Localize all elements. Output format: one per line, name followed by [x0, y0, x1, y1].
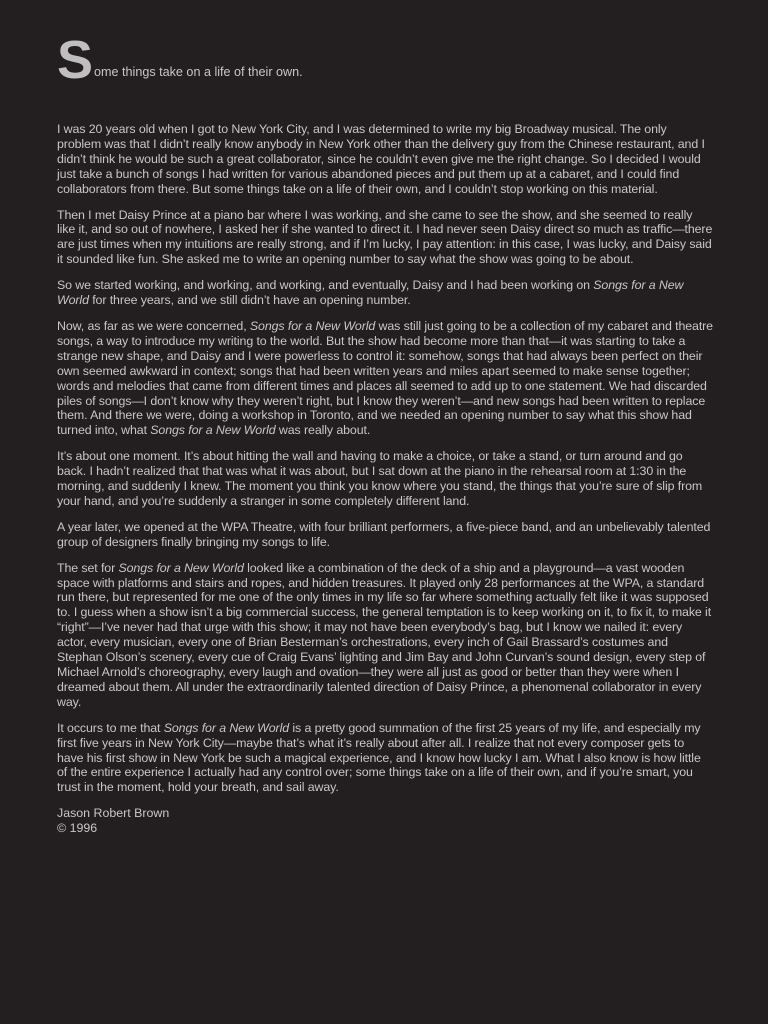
paragraph-text: for three years, and we still didn’t have an opening number.: [88, 293, 411, 308]
italic-title-text: Songs for a New World: [118, 560, 244, 575]
dropcap-s: S: [57, 30, 93, 90]
opening-line-text: ome things take on a life of their own.: [94, 65, 303, 79]
opening-line: [57, 30, 713, 90]
paragraph: [57, 561, 713, 710]
paragraph: [57, 278, 713, 308]
paragraph-text: It’s about one moment. It’s about hitting the wall and having to make a choice, or take a stand, or turn around and go back. I hadn’t realized that that was what it was about, but I sat down at the piano in the rehearsal room at 1:30 in the morning, and suddenly I knew. The moment you think you know where you stand, the things that you’re sure of slip from your hand, and you’re suddenly a stranger in some completely different land.: [57, 449, 703, 508]
paragraph-text: The set for: [57, 560, 119, 575]
paragraph-text: A year later, we opened at the WPA Theatre, with four brilliant performers, a five-piece band, and an unbelievably talented group of designers finally bringing my songs to life.: [57, 519, 711, 549]
author-name: Jason Robert Brown: [57, 806, 170, 821]
italic-title-text: Songs for a New World: [163, 720, 290, 735]
italic-title-text: Songs for a New World: [150, 423, 276, 438]
signature-block: [57, 806, 713, 836]
paragraph: [57, 122, 713, 197]
paragraph-text: Then I met Daisy Prince at a piano bar where I was working, and she came to see the show, and she seemed to really like it, and so out of nowhere, I asked her if she wanted to direct it. I had never seen Daisy direct so much as traffic—there are just times when my intuitions are really strong, and if I’m lucky, I pay attention: in this case, I was lucky, and Daisy said it sounded like fun. She asked me to write an opening number to say what the show was going to be about.: [57, 207, 713, 267]
italic-title-text: Songs for a New World: [249, 318, 376, 333]
paragraph: [57, 449, 713, 509]
paragraph-text: I was 20 years old when I got to New York City, and I was determined to write my big Broadway musical. The only problem was that I didn’t really know anybody in New York other than the delivery guy from the Chinese restaurant, and I didn’t think he would be such a great collaborator, since he couldn’t even give me the right change. So I decided I would just take a bunch of songs I had written for various abandoned pieces and put them up at a cabaret, and I could find collaborators from there. But some things take on a life of their own, and I couldn’t stop working on this material.: [57, 122, 705, 196]
paragraph: [57, 208, 713, 268]
paragraph-text: Now, as far as we were concerned,: [57, 318, 250, 333]
paragraph: [57, 520, 713, 550]
paragraph: [57, 721, 713, 796]
body-text: [57, 122, 713, 795]
paragraph-text: is a pretty good summation of the first 25 years of my life, and especially my first five years in New York City—maybe that’s what it’s really about after all. I realize that not every composer gets to have his first show in New York be such a magical experience, and I know how lucky I am. What I also know is how little of the entire experience I actually had any control over; some things take on a life of their own, and if you’re smart, you trust in the moment, hold your breath, and sail away.: [57, 720, 701, 795]
paragraph-text: was still just going to be a collection of my cabaret and theatre songs, a way to introduce my writing to the world. But the show had become more than that—it was starting to take a strange new shape, and Daisy and I were powerless to control it: somehow, songs that had always been perfect on their own seemed awkward in context; songs that had been written years and miles apart seemed to make sense together; words and melodies that came from different times and places all seemed to add up to one statement. We had discarded piles of songs—I don’t know why they weren’t right, but I know they weren’t—and new songs had been written to replace them. And there we were, doing a workshop in Toronto, and we needed an opening number to say what this show had turned into, what: [57, 318, 713, 438]
paragraph-text: was really about.: [275, 423, 371, 438]
italic-title-text: Songs for a New World: [57, 278, 684, 308]
paragraph-text: looked like a combination of the deck of a ship and a playground—a vast wooden space with platforms and stairs and ropes, and hidden treasures. It played only 28 performances at the WPA, a standard run there, but represented for me one of the only times in my life so far where something actually felt like it was supposed to. I guess when a show isn’t a big commercial success, the general temptation is to keep working on it, to fix it, to make it “right”—I’ve never had that urge with this show; it may not have been everybody’s bag, but I know we nailed it: every actor, every musician, every one of Brian Besterman’s orchestrations, every inch of Gail Brassard’s costumes and Stephan Olson’s scenery, every cue of Craig Evans’ lighting and Jim Bay and John Curvan’s sound design, every step of Michael Arnold’s choreography, every laugh and ovation—they were all just as good or better than they were when I dreamed about them. All under the extraordinarily talented direction of Daisy Prince, a phenomenal collaborator in every way.: [57, 560, 712, 709]
paragraph: [57, 319, 713, 438]
paragraph-text: So we started working, and working, and working, and eventually, Daisy and I had been working on: [57, 278, 594, 293]
copyright-year: © 1996: [57, 821, 98, 836]
paragraph-text: It occurs to me that: [57, 720, 164, 735]
